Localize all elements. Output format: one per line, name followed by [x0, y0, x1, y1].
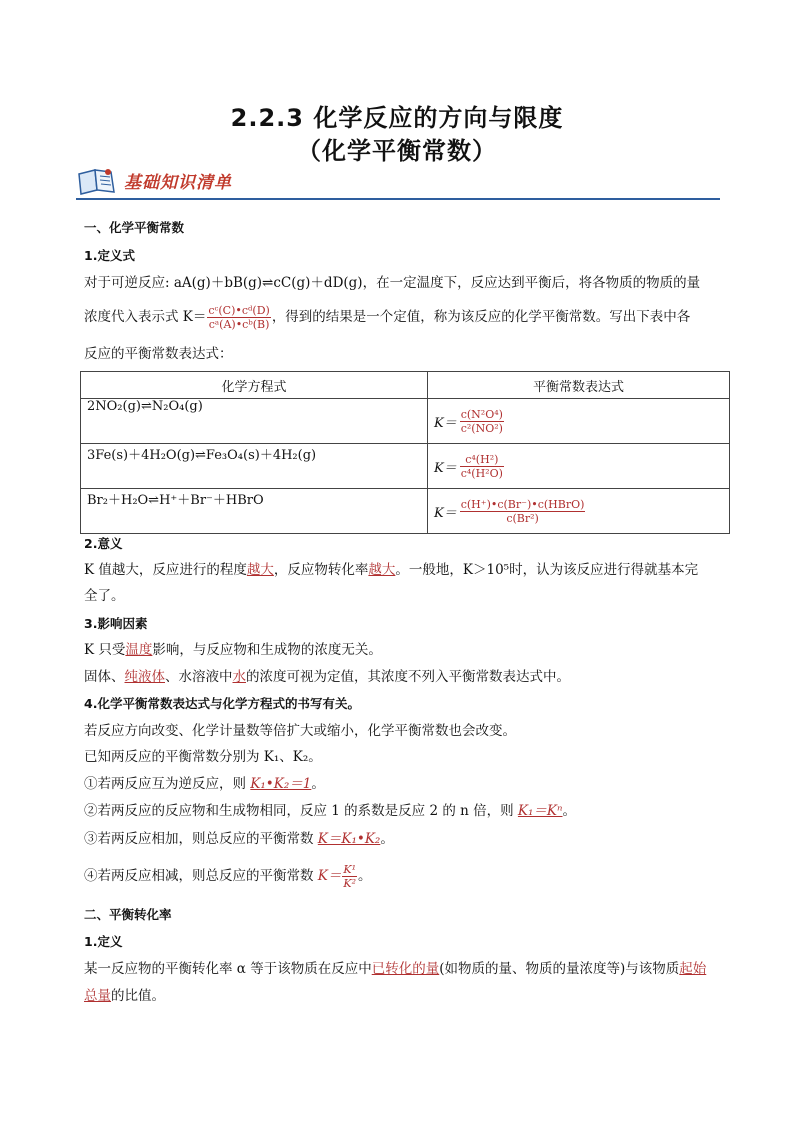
banner-label: 基础知识清单 [124, 173, 232, 193]
text-run: ④若两反应相减，则总反应的平衡常数 [84, 868, 318, 884]
page-subtitle: （化学平衡常数） [297, 137, 497, 165]
text-run: ，反应物转化率 [273, 562, 369, 578]
k-numerator: c⁴(H²) [460, 453, 504, 467]
banner-rule [76, 198, 720, 200]
page-title: 2.2.3 化学反应的方向与限度 [230, 104, 564, 132]
conversion-line-1 [84, 959, 724, 979]
answer-blank: 已转化的量 [371, 961, 440, 977]
relation-line-1: 若反应方向改变、化学计量数等倍扩大或缩小，化学平衡常数也会改变。 [84, 723, 516, 739]
text-run: 。 [311, 776, 325, 792]
answer-blank: 纯液体 [124, 669, 165, 685]
answer-blank: 越大 [246, 562, 274, 578]
table-cell-k [428, 399, 730, 444]
text-run: 的比值。 [111, 988, 165, 1004]
definition-line-1: 对于可逆反应: aA(g)＋bB(g)⇌cC(g)＋dD(g)，在一定温度下，反应达到平衡后，将各物质的物质的量 [84, 275, 701, 291]
text-run: 的浓度可视为定值，其浓度不列入平衡常数表达式中。 [246, 669, 570, 685]
k-denominator: c⁴(H²O) [460, 466, 503, 480]
table-row [81, 399, 730, 444]
answer-blank: 总量 [84, 988, 111, 1004]
k-denominator: c²(NO²) [460, 421, 503, 435]
answer-blank: 起始 [679, 961, 707, 977]
k-numerator: c(N²O⁴) [460, 407, 503, 421]
relation-item-3 [84, 829, 724, 849]
fraction-numerator: K¹ [343, 863, 357, 876]
k-label: K＝ [434, 415, 457, 431]
meaning-line-1 [84, 560, 724, 580]
text-run: K 只受 [84, 642, 126, 658]
table-cell-equation: 3Fe(s)＋4H₂O(g)⇌Fe₃O₄(s)＋4H₂(g) [81, 444, 428, 489]
text-run: 。 [380, 831, 394, 847]
table-cell-k [428, 489, 730, 534]
answer-blank: K＝K₁•K₂ [317, 831, 381, 847]
table-header-row [81, 372, 730, 399]
answer-k-label: K＝ [317, 868, 342, 884]
factors-line-2 [84, 667, 724, 687]
table-row [81, 489, 730, 534]
answer-blank: 越大 [368, 562, 396, 578]
text-run: 。一般地，K＞10⁵时，认为该反应进行得就基本完 [395, 562, 699, 578]
subheading-definition-2: 1.定义 [84, 934, 123, 949]
table-row [81, 444, 730, 489]
text-run: 固体、 [84, 669, 125, 685]
relation-item-4 [84, 856, 724, 896]
section-banner [76, 164, 720, 200]
definition-post: ，得到的结果是一个定值，称为该反应的化学平衡常数。写出下表中各 [271, 309, 691, 325]
conversion-line-2 [84, 986, 724, 1006]
subheading-relation: 4.化学平衡常数表达式与化学方程式的书写有关。 [84, 696, 360, 711]
relation-line-2: 已知两反应的平衡常数分别为 K₁、K₂。 [84, 749, 322, 765]
text-run: (如物质的量、物质的量浓度等)与该物质 [439, 961, 680, 977]
text-run: 某一反应物的平衡转化率 α 等于该物质在反应中 [84, 961, 372, 977]
equilibrium-table [80, 371, 730, 534]
subheading-factors: 3.影响因素 [84, 616, 148, 631]
definition-line-2 [84, 298, 724, 336]
section-heading-2: 二、平衡转化率 [84, 907, 172, 922]
definition-pre: 浓度代入表示式 K＝ [84, 309, 207, 325]
table-cell-equation: 2NO₂(g)⇌N₂O₄(g) [81, 399, 428, 444]
answer-blank: 水 [232, 669, 246, 685]
text-run: K 值越大，反应进行的程度 [84, 562, 247, 578]
table-header: 化学方程式 [81, 372, 428, 399]
definition-line-3: 反应的平衡常数表达式： [84, 346, 233, 362]
subheading-definition: 1.定义式 [84, 248, 135, 263]
definition-fraction [207, 304, 270, 331]
text-run: 影响，与反应物和生成物的浓度无关。 [152, 642, 382, 658]
table-cell-equation: Br₂＋H₂O⇌H⁺＋Br⁻＋HBrO [81, 489, 428, 534]
k-label: K＝ [434, 505, 457, 521]
factors-line-1 [84, 640, 724, 660]
k-denominator: c(Br²) [506, 511, 539, 525]
k-fraction [460, 498, 586, 525]
k-fraction [460, 408, 504, 435]
fraction-numerator: cᶜ(C)•cᵈ(D) [208, 304, 270, 317]
text-run: 、水溶液中 [165, 669, 233, 685]
book-icon [76, 166, 118, 196]
answer-fraction [342, 863, 357, 890]
answer-blank: K₁＝Kⁿ [517, 803, 563, 819]
text-run: ②若两反应的反应物和生成物相同，反应 1 的系数是反应 2 的 n 倍，则 [84, 803, 518, 819]
relation-item-2 [84, 801, 724, 821]
relation-item-1 [84, 774, 724, 794]
section-heading-1: 一、化学平衡常数 [84, 220, 185, 235]
fraction-denominator: cᵃ(A)•cᵇ(B) [208, 318, 270, 331]
fraction-denominator: K² [343, 877, 357, 890]
text-run: ③若两反应相加，则总反应的平衡常数 [84, 831, 318, 847]
subheading-meaning: 2.意义 [84, 536, 123, 551]
meaning-line-2: 全了。 [84, 588, 125, 604]
k-numerator: c(H⁺)•c(Br⁻)•c(HBrO) [460, 497, 585, 511]
answer-blank: 温度 [125, 642, 153, 658]
answer-blank: K₁•K₂＝1 [250, 776, 312, 792]
table-cell-k [428, 444, 730, 489]
table-header: 平衡常数表达式 [428, 372, 730, 399]
k-label: K＝ [434, 460, 457, 476]
text-run: 。 [358, 868, 372, 884]
k-fraction [460, 453, 504, 480]
text-run: ①若两反应互为逆反应，则 [84, 776, 251, 792]
text-run: 。 [562, 803, 576, 819]
